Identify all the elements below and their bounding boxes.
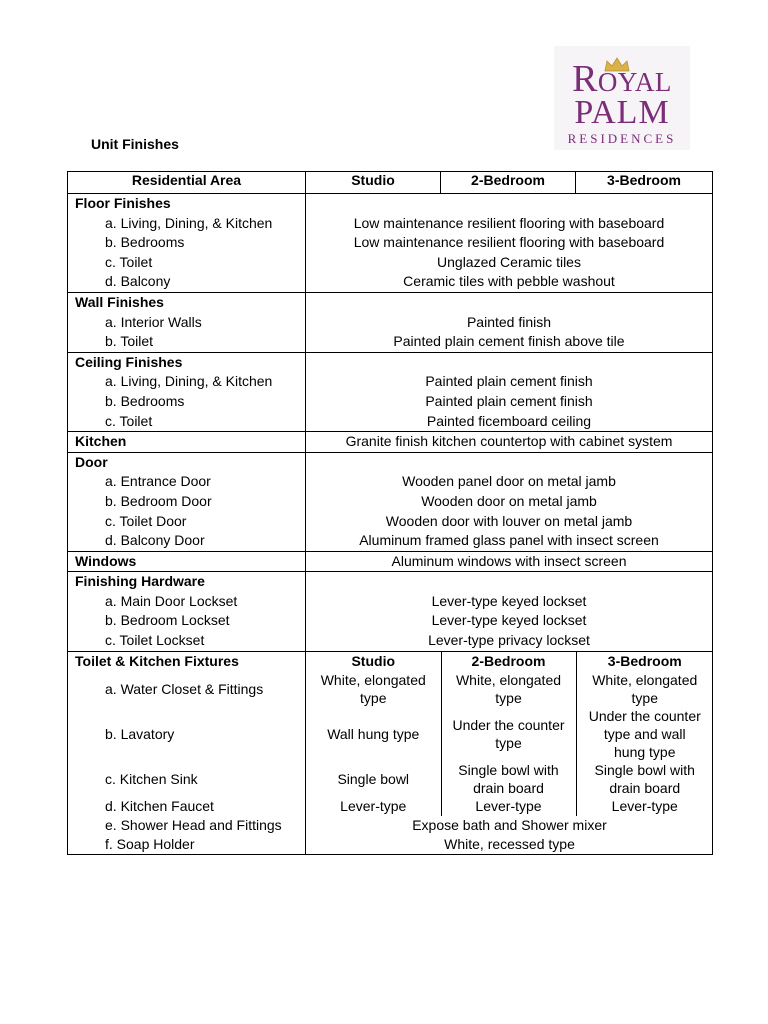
water-closet-row <box>306 671 713 707</box>
kitchen-sink-studio: Single bowl <box>306 761 441 797</box>
soap-holder-row <box>306 835 713 854</box>
lavatory-3-bedroom: Under the counter type and wall hung type <box>588 707 701 760</box>
kitchen-faucet-studio: Lever-type <box>306 797 441 816</box>
shower-row <box>306 816 713 835</box>
item-label: a. Living, Dining, & Kitchen <box>105 373 273 390</box>
item-label: b. Bedrooms <box>105 234 185 251</box>
item-label: d. Balcony Door <box>105 532 205 549</box>
item-value: Lever-type keyed lockset <box>431 612 587 629</box>
item-label: a. Water Closet & Fittings <box>105 681 264 698</box>
item-label: c. Toilet Door <box>105 512 187 529</box>
section-heading: Door <box>75 453 108 470</box>
logo-line-palm: PALM <box>574 94 670 131</box>
header-residential-area: Residential Area <box>68 172 306 194</box>
finishes-table <box>67 171 713 855</box>
item-value: Wooden door with louver on metal jamb <box>385 512 633 529</box>
item-label: d. Balcony <box>105 273 171 290</box>
item-value: Ceramic tiles with pebble washout <box>403 273 615 290</box>
item-label: d. Kitchen Faucet <box>105 798 214 815</box>
item-label: c. Toilet <box>105 412 153 429</box>
door-values <box>306 452 713 551</box>
item-value: Wooden door on metal jamb <box>421 492 597 509</box>
section-kitchen <box>68 432 713 453</box>
item-value: Lever-type keyed lockset <box>431 592 587 609</box>
fixtures-header-studio: Studio <box>306 652 441 671</box>
item-value: Painted ficemboard ceiling <box>426 412 592 429</box>
hardware-values <box>306 572 713 651</box>
logo-line-royal: Royal <box>572 58 672 100</box>
table-header-row <box>68 172 713 194</box>
item-value: Lever-type privacy lockset <box>428 632 590 649</box>
item-value: Unglazed Ceramic tiles <box>437 253 581 270</box>
item-label: b. Bedroom Door <box>105 492 212 509</box>
item-value: Low maintenance resilient flooring with baseboard <box>353 234 665 251</box>
item-label: c. Kitchen Sink <box>105 771 198 788</box>
item-label: c. Toilet Lockset <box>105 632 205 649</box>
kitchen-sink-row <box>306 761 713 797</box>
header-studio: Studio <box>306 172 441 194</box>
item-label: f. Soap Holder <box>105 836 195 853</box>
item-label: a. Living, Dining, & Kitchen <box>105 214 273 231</box>
ceiling-finishes-values <box>306 352 713 431</box>
soap-holder-value: White, recessed type <box>444 835 575 852</box>
section-fixtures <box>68 651 713 855</box>
item-label: b. Bedroom Lockset <box>105 612 230 629</box>
fixtures-values <box>306 651 713 855</box>
fixtures-header-2-bedroom: 2-Bedroom <box>441 652 576 671</box>
water-closet-studio: White, elongated type <box>306 671 441 707</box>
item-label: a. Entrance Door <box>105 473 211 490</box>
section-heading: Floor Finishes <box>75 195 171 211</box>
item-label: b. Toilet <box>105 333 153 350</box>
item-value: Aluminum windows with insect screen <box>391 552 627 569</box>
item-label: a. Interior Walls <box>105 313 202 330</box>
kitchen-sink-3-bedroom: Single bowl with drain board <box>594 761 695 796</box>
water-closet-2-bedroom: White, elongated type <box>441 671 576 707</box>
wall-finishes-values <box>306 292 713 352</box>
item-value: Granite finish kitchen countertop with cabinet system <box>345 433 673 450</box>
item-label: b. Lavatory <box>105 726 175 743</box>
section-heading: Ceiling Finishes <box>75 353 183 370</box>
kitchen-faucet-row <box>306 797 713 816</box>
floor-finishes-values <box>306 194 713 293</box>
item-value: Painted plain cement finish above tile <box>393 333 625 350</box>
section-finishing-hardware <box>68 572 713 651</box>
company-logo <box>554 46 690 150</box>
kitchen-sink-2-bedroom: Single bowl with drain board <box>441 761 576 797</box>
section-floor-finishes <box>68 194 713 293</box>
fixtures-labels <box>68 651 306 855</box>
section-door <box>68 452 713 551</box>
section-heading: Finishing Hardware <box>75 573 205 590</box>
item-value: Wooden panel door on metal jamb <box>402 473 616 490</box>
lavatory-studio: Wall hung type <box>306 707 441 761</box>
section-wall-finishes <box>68 292 713 352</box>
item-value: Painted finish <box>466 313 552 330</box>
item-label: c. Toilet <box>105 253 153 270</box>
lavatory-2-bedroom: Under the counter type <box>441 707 576 761</box>
fixtures-header-row <box>306 652 713 671</box>
section-heading: Kitchen <box>75 433 127 450</box>
wall-finishes-labels <box>68 292 306 352</box>
kitchen-faucet-3-bedroom: Lever-type <box>611 797 678 814</box>
ceiling-finishes-labels <box>68 352 306 431</box>
item-value: Painted plain cement finish <box>425 392 593 409</box>
item-value: Painted plain cement finish <box>425 373 593 390</box>
header-3-bedroom: 3-Bedroom <box>576 172 713 194</box>
fixtures-header-3-bedroom: 3-Bedroom <box>607 652 682 669</box>
item-label: b. Bedrooms <box>105 392 185 409</box>
item-label: e. Shower Head and Fittings <box>105 817 282 834</box>
section-heading: Windows <box>75 552 137 569</box>
water-closet-3-bedroom: White, elongated type <box>592 671 698 706</box>
floor-finishes-labels <box>68 194 306 293</box>
logo-line-residences: RESIDENCES <box>567 131 677 146</box>
shower-value: Expose bath and Shower mixer <box>412 816 607 833</box>
section-heading: Toilet & Kitchen Fixtures <box>75 652 239 669</box>
header-2-bedroom: 2-Bedroom <box>441 172 576 194</box>
kitchen-faucet-2-bedroom: Lever-type <box>441 797 576 816</box>
item-value: Aluminum framed glass panel with insect screen <box>359 532 659 549</box>
lavatory-row <box>306 707 713 761</box>
door-labels <box>68 452 306 551</box>
section-ceiling-finishes <box>68 352 713 431</box>
item-value: Low maintenance resilient flooring with baseboard <box>353 214 665 231</box>
hardware-labels <box>68 572 306 651</box>
section-windows <box>68 551 713 572</box>
page-title: Unit Finishes <box>91 136 179 152</box>
section-heading: Wall Finishes <box>75 293 164 310</box>
item-label: a. Main Door Lockset <box>105 592 238 609</box>
